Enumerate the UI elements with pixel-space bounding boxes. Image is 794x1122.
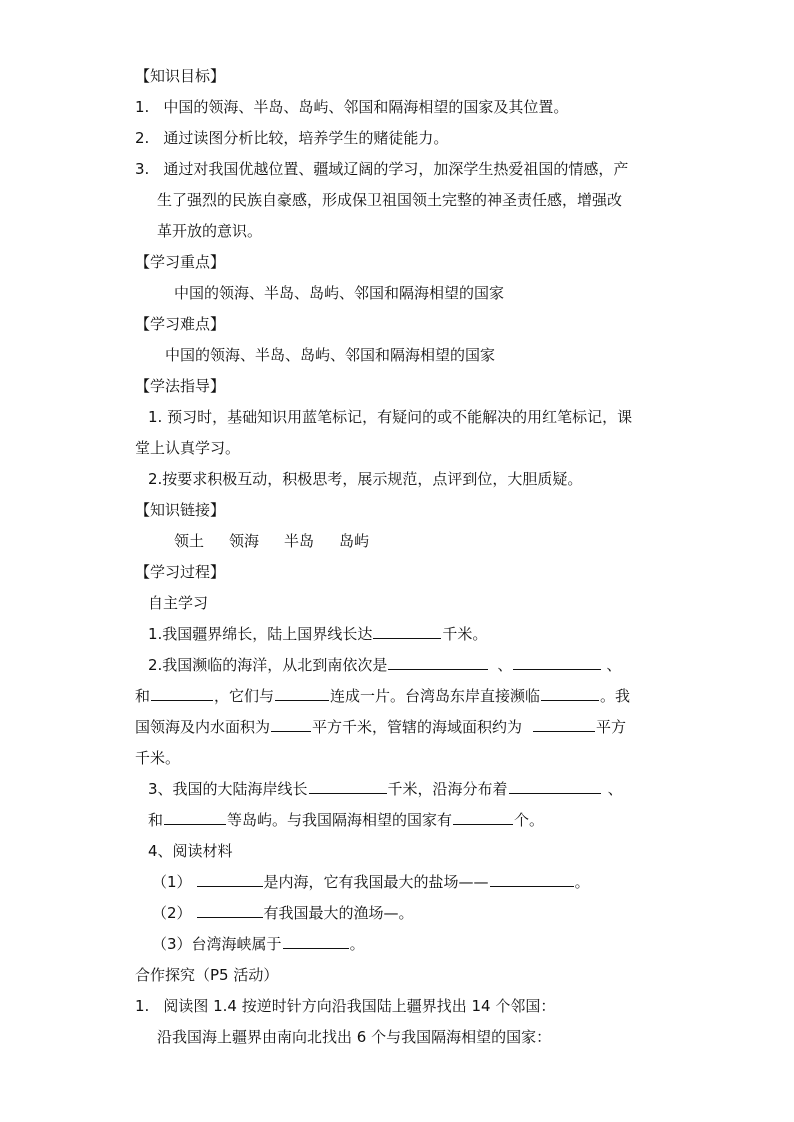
question-3-line-1 <box>148 779 623 799</box>
answer-blank[interactable] <box>197 872 263 887</box>
answer-blank[interactable] <box>541 686 599 701</box>
method-1-line-2: 堂上认真学习。 <box>135 439 241 457</box>
answer-blank[interactable] <box>197 903 263 918</box>
answer-blank[interactable] <box>490 872 574 887</box>
answer-blank[interactable] <box>509 779 601 794</box>
reading-1 <box>152 872 590 892</box>
question-2-line-4: 千米。 <box>135 749 181 767</box>
question-3-line-2 <box>148 810 544 830</box>
question-2-text: 平方 <box>596 718 627 736</box>
answer-blank[interactable] <box>164 810 226 825</box>
method-1-line-1: 1. 预习时，基础知识用蓝笔标记，有疑问的或不能解决的用红笔标记，课 <box>148 408 633 426</box>
question-3-text: 3、我国的大陆海岸线长 <box>148 780 308 798</box>
reading-3-text: 。 <box>349 935 365 953</box>
section-learning-process: 【学习过程】 <box>135 563 226 581</box>
goal-2-text: 通过读图分析比较，培养学生的赌徒能力。 <box>163 129 449 147</box>
goal-1 <box>135 97 568 117</box>
reading-3-text: 台湾海峡属于 <box>191 935 282 953</box>
question-2-text: 国领海及内水面积为 <box>135 718 271 736</box>
reading-1-number: （1） <box>152 873 192 891</box>
goal-2 <box>135 128 448 148</box>
coop-item-1-number: 1. <box>135 997 150 1015</box>
goal-3 <box>135 159 628 179</box>
question-2-line-3 <box>135 717 626 737</box>
section-difficulties: 【学习难点】 <box>135 315 226 333</box>
link-term: 岛屿 <box>339 532 370 550</box>
question-3-text: 个。 <box>514 811 545 829</box>
answer-blank[interactable] <box>373 624 441 639</box>
question-3-text: 和 <box>148 811 164 829</box>
reading-2-text: 有我国最大的渔场—。 <box>263 904 414 922</box>
answer-blank[interactable] <box>513 655 601 670</box>
answer-blank[interactable] <box>533 717 595 732</box>
difficulty-text: 中国的领海、半岛、岛屿、邻国和隔海相望的国家 <box>165 346 496 364</box>
question-2-text: 连成一片。台湾岛东岸直接濒临 <box>330 687 541 705</box>
goal-1-number: 1. <box>135 98 150 116</box>
reading-3 <box>152 934 365 954</box>
answer-blank[interactable] <box>388 655 488 670</box>
question-2-line-1 <box>148 655 621 675</box>
question-4: 4、阅读材料 <box>148 842 233 860</box>
link-term: 半岛 <box>284 532 315 550</box>
answer-blank[interactable] <box>275 686 329 701</box>
knowledge-link-terms <box>174 531 369 551</box>
coop-item-1-line-2: 沿我国海上疆界由南向北找出 6 个与我国隔海相望的国家： <box>157 1028 552 1046</box>
answer-blank[interactable] <box>453 810 513 825</box>
question-2-text: 。我 <box>600 687 631 705</box>
reading-1-text: 。 <box>574 873 590 891</box>
answer-blank[interactable] <box>283 934 349 949</box>
reading-2-number: （2） <box>152 904 192 922</box>
question-1 <box>148 624 487 644</box>
goal-3-number: 3. <box>135 160 150 178</box>
reading-3-number: （3） <box>152 935 192 953</box>
section-key-points: 【学习重点】 <box>135 253 226 271</box>
key-point-text: 中国的领海、半岛、岛屿、邻国和隔海相望的国家 <box>174 284 505 302</box>
question-1-unit: 千米。 <box>442 625 488 643</box>
separator: 、 <box>607 780 623 798</box>
goal-3-text-line-1: 通过对我国优越位置、疆域辽阔的学习，加深学生热爱祖国的情感，产 <box>163 160 629 178</box>
goal-3-text-line-3: 革开放的意识。 <box>157 222 263 240</box>
coop-heading: 合作探究（P5 活动） <box>135 966 279 984</box>
link-term: 领土 <box>174 532 205 550</box>
section-knowledge-goals: 【知识目标】 <box>135 67 226 85</box>
reading-1-text: 是内海，它有我国最大的盐场—— <box>263 873 489 891</box>
answer-blank[interactable] <box>151 686 213 701</box>
question-2-text: ，它们与 <box>214 687 275 705</box>
question-2-text: 2.我国濒临的海洋，从北到南依次是 <box>148 656 388 674</box>
question-2-text: 和 <box>135 687 151 705</box>
goal-2-number: 2. <box>135 129 150 147</box>
question-3-text: 等岛屿。与我国隔海相望的国家有 <box>227 811 453 829</box>
goal-3-text-line-2: 生了强烈的民族自豪感，形成保卫祖国领土完整的神圣责任感，增强改 <box>157 191 623 209</box>
goal-1-text: 中国的领海、半岛、岛屿、邻国和隔海相望的国家及其位置。 <box>163 98 569 116</box>
self-study-heading: 自主学习 <box>148 594 209 612</box>
method-2: 2.按要求积极互动，积极思考，展示规范，点评到位，大胆质疑。 <box>148 470 583 488</box>
separator: 、 <box>497 656 513 674</box>
question-1-text: 1.我国疆界绵长，陆上国界线长达 <box>148 625 373 643</box>
section-method-guide: 【学法指导】 <box>135 377 226 395</box>
question-2-text: 平方千米，管辖的海域面积约为 <box>312 718 523 736</box>
answer-blank[interactable] <box>309 779 387 794</box>
question-3-text: 千米，沿海分布着 <box>387 780 508 798</box>
coop-item-1 <box>135 996 555 1016</box>
reading-2 <box>152 903 414 923</box>
link-term: 领海 <box>229 532 260 550</box>
question-2-line-2 <box>135 686 630 706</box>
section-knowledge-link: 【知识链接】 <box>135 501 226 519</box>
coop-item-1-line-1: 阅读图 1.4 按逆时针方向沿我国陆上疆界找出 14 个邻国： <box>163 997 556 1015</box>
separator: 、 <box>606 656 622 674</box>
answer-blank[interactable] <box>271 717 311 732</box>
